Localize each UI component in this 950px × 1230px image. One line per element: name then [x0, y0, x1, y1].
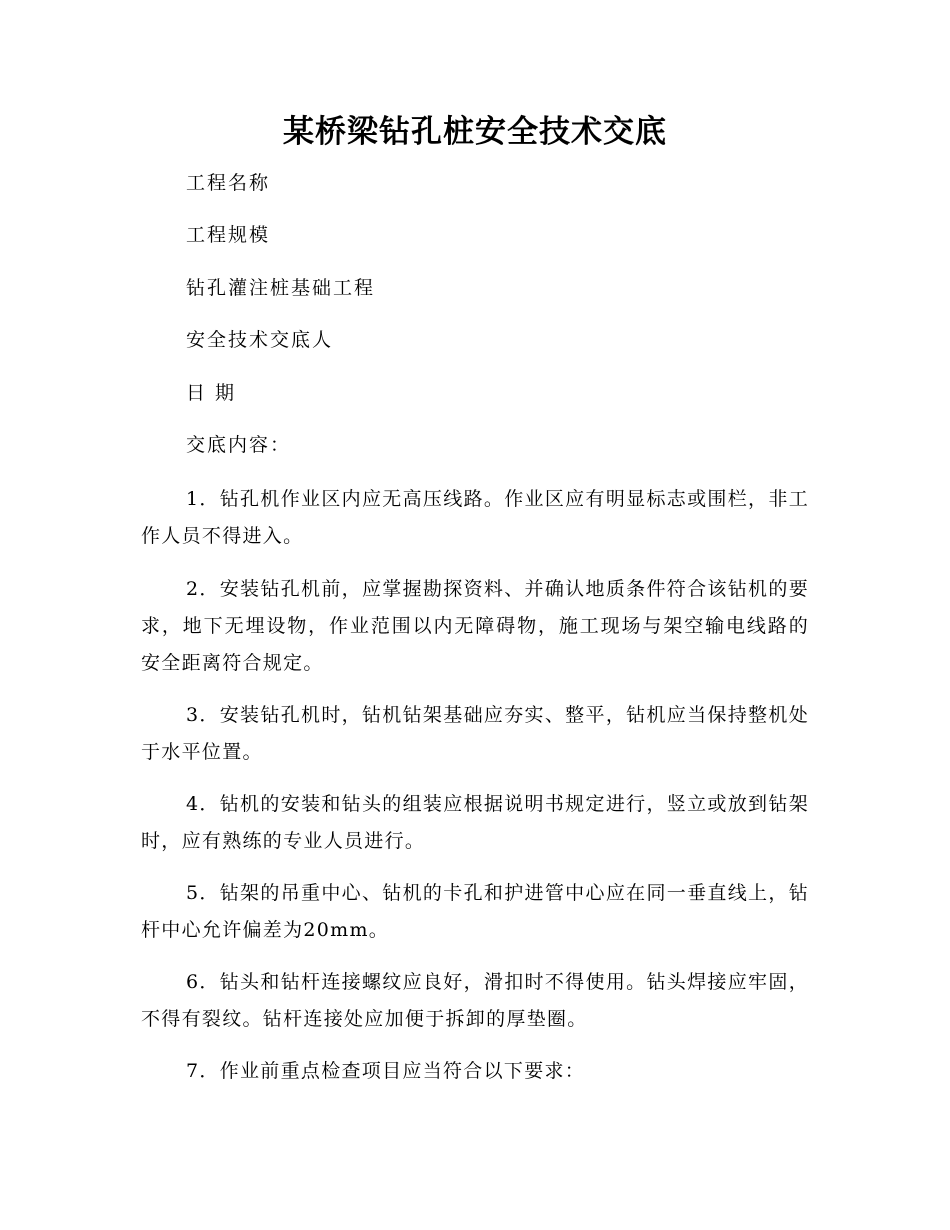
paragraph-1: 1．钻孔机作业区内应无高压线路。作业区应有明显标志或围栏，非工作人员不得进入。: [141, 488, 809, 547]
field-project-type: 钻孔灌注桩基础工程: [186, 277, 376, 299]
paragraph-2: 2．安装钻孔机前，应掌握勘探资料、并确认地质条件符合该钻机的要求，地下无埋设物，作业范围以内无障碍物，施工现场与架空输电线路的安全距离符合规定。: [141, 578, 809, 674]
paragraph-7: 7．作业前重点检查项目应当符合以下要求：: [186, 1060, 586, 1082]
field-project-name: 工程名称: [186, 172, 271, 194]
paragraph-4: 4．钻机的安装和钻头的组装应根据说明书规定进行，竖立或放到钻架时，应有熟练的专业人员进行。: [141, 793, 809, 852]
document-title: 某桥梁钻孔桩安全技术交底: [283, 114, 667, 150]
field-date: 日 期: [186, 382, 237, 404]
paragraph-3: 3．安装钻孔机时，钻机钻架基础应夯实、整平，钻机应当保持整机处于水平位置。: [141, 704, 809, 763]
field-briefer: 安全技术交底人: [186, 329, 334, 351]
paragraph-6: 6．钻头和钻杆连接螺纹应良好，滑扣时不得使用。钻头焊接应牢固，不得有裂纹。钻杆连接处应加便于拆卸的厚垫圈。: [141, 971, 809, 1030]
paragraph-5: 5．钻架的吊重中心、钻机的卡孔和护进管中心应在同一垂直线上，钻杆中心允许偏差为20mm。: [141, 882, 809, 941]
field-content-label: 交底内容：: [186, 434, 292, 456]
field-project-scale: 工程规模: [186, 224, 271, 246]
